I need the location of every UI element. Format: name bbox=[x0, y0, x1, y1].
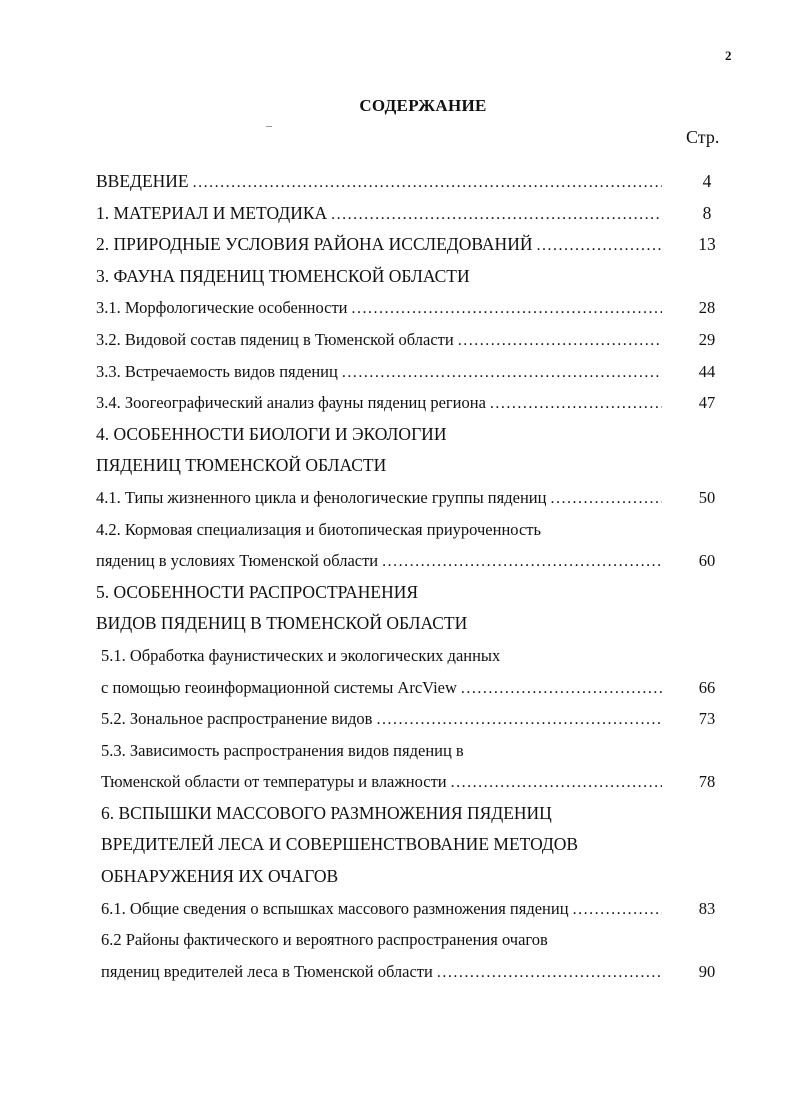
toc-entry-page: 60 bbox=[698, 551, 716, 571]
toc-entry-page: 66 bbox=[698, 677, 716, 697]
toc-entry-text: ВРЕДИТЕЛЕЙ ЛЕСА И СОВЕРШЕНСТВОВАНИЕ МЕТОДОВ bbox=[101, 834, 579, 855]
toc-section-heading bbox=[0, 577, 792, 609]
toc-entry-text: 2. ПРИРОДНЫЕ УСЛОВИЯ РАЙОНА ИССЛЕДОВАНИЙ bbox=[96, 234, 533, 255]
toc-entry[interactable] bbox=[0, 356, 792, 388]
page-number: 2 bbox=[725, 48, 732, 63]
toc-entry-text: 4. ОСОБЕННОСТИ БИОЛОГИ И ЭКОЛОГИИ bbox=[96, 423, 447, 444]
toc-entry-text: с помощью геоинформационной системы ArcView bbox=[101, 677, 457, 697]
toc-entry[interactable] bbox=[0, 766, 792, 798]
toc-section-heading bbox=[0, 608, 792, 640]
toc-entry[interactable] bbox=[0, 482, 792, 514]
dot-leader bbox=[437, 957, 662, 989]
toc-entry-text: 3.1. Морфологические особенности bbox=[96, 298, 348, 318]
page-column-label: Стр. bbox=[686, 127, 720, 147]
toc-entry[interactable] bbox=[0, 198, 792, 230]
scan-speck bbox=[266, 126, 272, 127]
toc-entry-text: 5.3. Зависимость распространения видов пядениц в bbox=[101, 740, 464, 760]
dot-leader bbox=[458, 325, 662, 357]
toc-entry[interactable] bbox=[0, 703, 792, 735]
toc-entry-text: 3. ФАУНА ПЯДЕНИЦ ТЮМЕНСКОЙ ОБЛАСТИ bbox=[96, 265, 470, 286]
toc-entry-page: 47 bbox=[698, 393, 716, 413]
dot-leader bbox=[461, 673, 662, 705]
dot-leader bbox=[342, 357, 662, 389]
toc-entry[interactable] bbox=[0, 893, 792, 925]
toc-entry-text: ОБНАРУЖЕНИЯ ИХ ОЧАГОВ bbox=[101, 866, 339, 887]
toc-section-heading bbox=[0, 450, 792, 482]
toc-section-heading bbox=[0, 261, 792, 293]
toc-entry-page: 90 bbox=[698, 961, 716, 981]
dot-leader bbox=[451, 767, 662, 799]
toc-entry[interactable] bbox=[0, 166, 792, 198]
toc-entry-text: 1. МАТЕРИАЛ И МЕТОДИКА bbox=[96, 202, 328, 223]
toc-section-heading bbox=[0, 861, 792, 893]
dot-leader bbox=[193, 167, 662, 199]
toc-entry-text: ВИДОВ ПЯДЕНИЦ В ТЮМЕНСКОЙ ОБЛАСТИ bbox=[96, 613, 468, 634]
toc-entry-text: 6.1. Общие сведения о вспышках массового размножения пядениц bbox=[101, 898, 569, 918]
toc-entry-page: 28 bbox=[698, 298, 716, 318]
toc-entry-text: 5. ОСОБЕННОСТИ РАСПРОСТРАНЕНИЯ bbox=[96, 581, 419, 602]
toc-entry-page: 73 bbox=[698, 709, 716, 729]
toc-entry-page: 50 bbox=[698, 487, 716, 507]
toc-entry-text: ПЯДЕНИЦ ТЮМЕНСКОЙ ОБЛАСТИ bbox=[96, 455, 387, 476]
toc-entry-continued bbox=[0, 735, 792, 767]
toc-entry-text: 3.4. Зоогеографический анализ фауны пядениц региона bbox=[96, 393, 486, 413]
toc-entry-page: 13 bbox=[698, 234, 716, 255]
toc-section-heading bbox=[0, 419, 792, 451]
toc-entry-page: 83 bbox=[698, 898, 716, 918]
toc-entry-text: Тюменской области от температуры и влажности bbox=[101, 772, 447, 792]
dot-leader bbox=[376, 704, 662, 736]
toc-entry-page: 78 bbox=[698, 772, 716, 792]
toc-entry-text: 4.2. Кормовая специализация и биотопическая приуроченность bbox=[96, 519, 542, 539]
toc-section-heading bbox=[0, 798, 792, 830]
table-of-contents bbox=[0, 166, 792, 987]
dot-leader bbox=[352, 293, 662, 325]
toc-entry[interactable] bbox=[0, 324, 792, 356]
toc-entry-text: пядениц вредителей леса в Тюменской области bbox=[101, 961, 433, 981]
toc-entry-text: 5.2. Зональное распространение видов bbox=[101, 709, 373, 729]
toc-entry[interactable] bbox=[0, 956, 792, 988]
toc-entry-continued bbox=[0, 514, 792, 546]
dot-leader bbox=[490, 388, 662, 420]
toc-entry-page: 8 bbox=[702, 202, 712, 223]
toc-entry[interactable] bbox=[0, 672, 792, 704]
toc-entry[interactable] bbox=[0, 229, 792, 261]
toc-entry-text: 3.2. Видовой состав пядениц в Тюменской области bbox=[96, 329, 454, 349]
toc-entry-text: 6. ВСПЫШКИ МАССОВОГО РАЗМНОЖЕНИЯ ПЯДЕНИЦ bbox=[101, 802, 552, 823]
dot-leader bbox=[536, 230, 662, 262]
toc-entry[interactable] bbox=[0, 387, 792, 419]
toc-entry-text: 4.1. Типы жизненного цикла и фенологические группы пядениц bbox=[96, 487, 547, 507]
page-title: СОДЕРЖАНИЕ bbox=[359, 96, 487, 115]
toc-entry-page: 29 bbox=[698, 329, 716, 349]
toc-entry-page: 4 bbox=[702, 171, 712, 191]
toc-entry-text: пядениц в условиях Тюменской области bbox=[96, 551, 379, 571]
toc-entry-continued bbox=[0, 640, 792, 672]
dot-leader bbox=[382, 546, 662, 578]
toc-section-heading bbox=[0, 829, 792, 861]
dot-leader bbox=[550, 483, 662, 515]
toc-entry-page: 44 bbox=[698, 361, 716, 381]
toc-entry-text: 3.3. Встречаемость видов пядениц bbox=[96, 361, 338, 381]
dot-leader bbox=[573, 894, 662, 926]
toc-entry-text: ВВЕДЕНИЕ bbox=[96, 171, 189, 191]
toc-entry[interactable] bbox=[0, 545, 792, 577]
toc-entry[interactable] bbox=[0, 292, 792, 324]
toc-entry-text: 5.1. Обработка фаунистических и экологических данных bbox=[101, 645, 501, 665]
dot-leader bbox=[331, 199, 662, 231]
toc-entry-continued bbox=[0, 924, 792, 956]
toc-entry-text: 6.2 Районы фактического и вероятного распространения очагов bbox=[101, 930, 548, 950]
